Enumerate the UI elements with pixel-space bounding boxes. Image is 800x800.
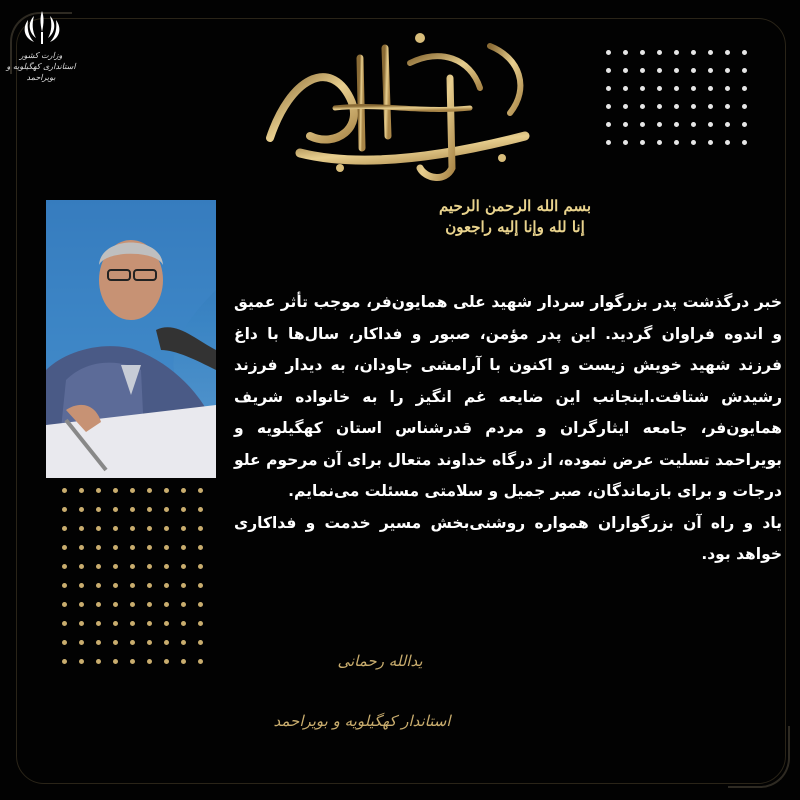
decorative-dot xyxy=(725,86,730,91)
decorative-dot xyxy=(130,545,135,550)
decorative-dot xyxy=(691,104,696,109)
decorative-dot xyxy=(79,621,84,626)
decorative-dot xyxy=(164,602,169,607)
decorative-dot xyxy=(79,583,84,588)
decorative-dot xyxy=(62,621,67,626)
message-paragraph-1: خبر درگذشت پدر بزرگوار سردار شهید علی همایون‌فر، موجب تأثر عمیق و اندوه فراوان گردید. این پدر مؤمن، صبور و فداکار، سال‌ها با داغ فرزند شهید خویش زیست و اکنون با آرامشی جاودان، به دیدار فرزند رشیدش شتافت.اینجانب این ضایعه غم انگیز را به خانواده شریف همایون‌فر، جامعه ایثارگران و مردم قدرشناس استان کهگیلویه و بویراحمد تسلیت عرض نموده، از درگاه خداوند متعال برای آن مرحوم علو درجات و برای بازماندگان، صبر جمیل و سلامتی مسئلت می‌نمایم. xyxy=(234,293,782,500)
decorative-dot xyxy=(657,50,662,55)
decorative-dot xyxy=(62,564,67,569)
corner-ornament-bottom-right xyxy=(728,726,790,788)
decorative-dot xyxy=(113,640,118,645)
decorative-dot xyxy=(657,104,662,109)
decorative-dot xyxy=(181,583,186,588)
decorative-dot xyxy=(79,659,84,664)
decorative-dot xyxy=(62,507,67,512)
decorative-dot xyxy=(79,507,84,512)
decorative-dot xyxy=(62,583,67,588)
decorative-dot xyxy=(130,602,135,607)
decorative-dot xyxy=(113,488,118,493)
decorative-dot xyxy=(181,488,186,493)
decorative-dot xyxy=(130,659,135,664)
decorative-dot xyxy=(198,545,203,550)
decorative-dot xyxy=(198,526,203,531)
decorative-dot xyxy=(113,583,118,588)
decorative-dot xyxy=(96,602,101,607)
decorative-dot xyxy=(691,122,696,127)
decorative-dot xyxy=(606,68,611,73)
decorative-dot xyxy=(640,68,645,73)
decorative-dot xyxy=(674,86,679,91)
decorative-dot xyxy=(164,526,169,531)
decorative-dot xyxy=(113,659,118,664)
decorative-dot xyxy=(79,545,84,550)
decorative-dot xyxy=(725,122,730,127)
dot-pattern-bottom-left xyxy=(62,488,203,664)
decorative-dot xyxy=(181,526,186,531)
decorative-dot xyxy=(640,104,645,109)
decorative-dot xyxy=(606,122,611,127)
decorative-dot xyxy=(708,104,713,109)
decorative-dot xyxy=(623,140,628,145)
decorative-dot xyxy=(96,583,101,588)
decorative-dot xyxy=(130,583,135,588)
decorative-dot xyxy=(147,507,152,512)
decorative-dot xyxy=(113,621,118,626)
calligraphy-logo xyxy=(240,18,550,193)
decorative-dot xyxy=(606,50,611,55)
decorative-dot xyxy=(181,507,186,512)
decorative-dot xyxy=(198,488,203,493)
decorative-dot xyxy=(96,545,101,550)
ministry-logo-text: وزارت کشور استانداری کهگیلویه و بویراحمد xyxy=(6,51,76,82)
decorative-dot xyxy=(79,640,84,645)
decorative-dot xyxy=(147,583,152,588)
decorative-dot xyxy=(674,50,679,55)
decorative-dot xyxy=(113,545,118,550)
decorative-dot xyxy=(164,545,169,550)
decorative-dot xyxy=(640,140,645,145)
decorative-dot xyxy=(725,104,730,109)
decorative-dot xyxy=(657,122,662,127)
decorative-dot xyxy=(640,86,645,91)
decorative-dot xyxy=(181,659,186,664)
decorative-dot xyxy=(130,507,135,512)
iran-emblem-icon xyxy=(18,8,66,48)
decorative-dot xyxy=(691,140,696,145)
decorative-dot xyxy=(198,507,203,512)
decorative-dot xyxy=(691,50,696,55)
decorative-dot xyxy=(113,526,118,531)
decorative-dot xyxy=(640,50,645,55)
decorative-dot xyxy=(164,564,169,569)
decorative-dot xyxy=(181,545,186,550)
decorative-dot xyxy=(742,104,747,109)
decorative-dot xyxy=(640,122,645,127)
decorative-dot xyxy=(742,68,747,73)
decorative-dot xyxy=(147,621,152,626)
signatory-title: استاندار کهگیلویه و بویراحمد xyxy=(273,712,451,730)
decorative-dot xyxy=(674,68,679,73)
decorative-dot xyxy=(147,659,152,664)
decorative-dot xyxy=(164,583,169,588)
decorative-dot xyxy=(147,488,152,493)
decorative-dot xyxy=(113,507,118,512)
decorative-dot xyxy=(96,640,101,645)
decorative-dot xyxy=(623,50,628,55)
decorative-dot xyxy=(742,50,747,55)
decorative-dot xyxy=(147,640,152,645)
decorative-dot xyxy=(691,86,696,91)
decorative-dot xyxy=(96,621,101,626)
decorative-dot xyxy=(657,68,662,73)
decorative-dot xyxy=(725,68,730,73)
decorative-dot xyxy=(742,86,747,91)
decorative-dot xyxy=(130,564,135,569)
dot-pattern-top-right xyxy=(606,50,747,145)
decorative-dot xyxy=(62,659,67,664)
decorative-dot xyxy=(113,564,118,569)
decorative-dot xyxy=(198,564,203,569)
decorative-dot xyxy=(742,122,747,127)
decorative-dot xyxy=(147,545,152,550)
decorative-dot xyxy=(96,526,101,531)
decorative-dot xyxy=(181,564,186,569)
decorative-dot xyxy=(198,659,203,664)
decorative-dot xyxy=(96,488,101,493)
decorative-dot xyxy=(62,545,67,550)
decorative-dot xyxy=(130,488,135,493)
decorative-dot xyxy=(198,602,203,607)
decorative-dot xyxy=(657,86,662,91)
decorative-dot xyxy=(130,640,135,645)
decorative-dot xyxy=(623,104,628,109)
decorative-dot xyxy=(725,140,730,145)
decorative-dot xyxy=(79,564,84,569)
decorative-dot xyxy=(96,507,101,512)
decorative-dot xyxy=(79,602,84,607)
decorative-dot xyxy=(96,659,101,664)
decorative-dot xyxy=(181,621,186,626)
decorative-dot xyxy=(62,488,67,493)
condolence-message xyxy=(234,287,782,571)
decorative-dot xyxy=(164,659,169,664)
decorative-dot xyxy=(708,122,713,127)
message-paragraph-2: یاد و راه آن بزرگواران همواره روشنی‌بخش مسیر خدمت و فداکاری خواهد بود. xyxy=(234,513,782,563)
decorative-dot xyxy=(691,68,696,73)
decorative-dot xyxy=(147,526,152,531)
bismillah-line-1: بسم الله الرحمن الرحیم xyxy=(438,197,592,215)
signatory-name: یدالله رحمانی xyxy=(337,652,423,670)
governor-photo xyxy=(46,200,216,478)
decorative-dot xyxy=(674,104,679,109)
decorative-dot xyxy=(708,86,713,91)
decorative-dot xyxy=(623,68,628,73)
decorative-dot xyxy=(164,621,169,626)
decorative-dot xyxy=(742,140,747,145)
decorative-dot xyxy=(79,526,84,531)
decorative-dot xyxy=(674,140,679,145)
decorative-dot xyxy=(181,640,186,645)
decorative-dot xyxy=(164,488,169,493)
decorative-dot xyxy=(708,50,713,55)
decorative-dot xyxy=(62,526,67,531)
decorative-dot xyxy=(708,68,713,73)
decorative-dot xyxy=(130,526,135,531)
decorative-dot xyxy=(606,140,611,145)
decorative-dot xyxy=(62,602,67,607)
decorative-dot xyxy=(606,86,611,91)
decorative-dot xyxy=(79,488,84,493)
decorative-dot xyxy=(657,140,662,145)
decorative-dot xyxy=(113,602,118,607)
decorative-dot xyxy=(708,140,713,145)
decorative-dot xyxy=(198,621,203,626)
decorative-dot xyxy=(674,122,679,127)
bismillah-line-2: إنا لله وإنا إليه راجعون xyxy=(445,218,585,236)
decorative-dot xyxy=(147,564,152,569)
decorative-dot xyxy=(164,640,169,645)
decorative-dot xyxy=(623,86,628,91)
decorative-dot xyxy=(130,621,135,626)
decorative-dot xyxy=(198,583,203,588)
decorative-dot xyxy=(623,122,628,127)
decorative-dot xyxy=(725,50,730,55)
decorative-dot xyxy=(181,602,186,607)
decorative-dot xyxy=(164,507,169,512)
decorative-dot xyxy=(198,640,203,645)
bismillah-heading xyxy=(390,196,640,238)
decorative-dot xyxy=(96,564,101,569)
decorative-dot xyxy=(62,640,67,645)
decorative-dot xyxy=(147,602,152,607)
decorative-dot xyxy=(606,104,611,109)
